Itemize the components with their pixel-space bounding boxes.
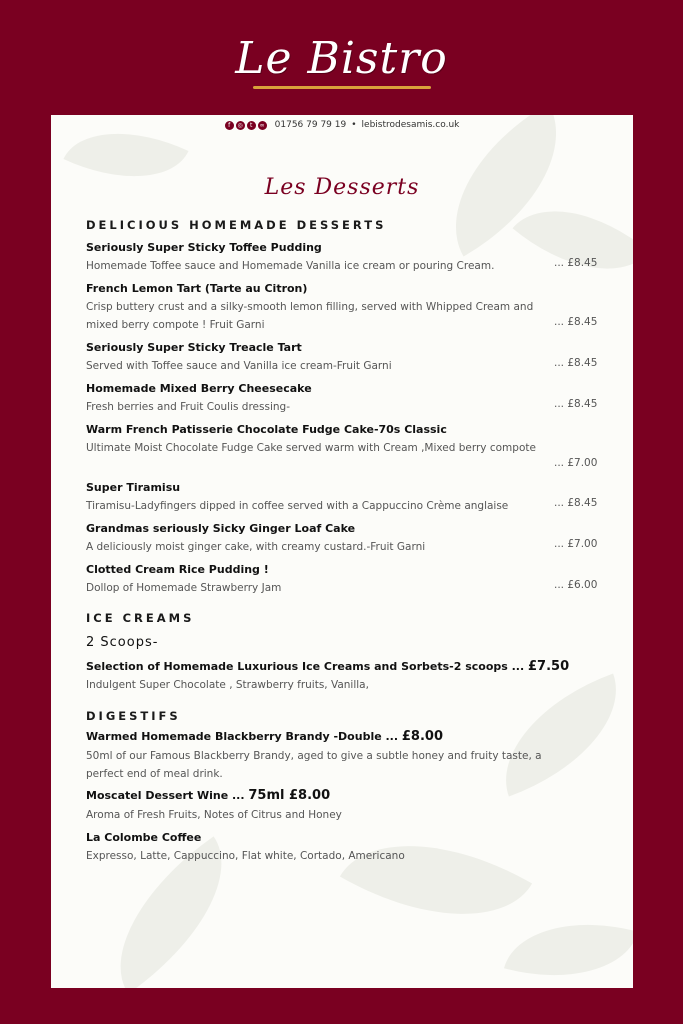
menu-item-price: ... £6.00 bbox=[554, 579, 598, 591]
menu-page bbox=[51, 115, 633, 988]
menu-item-desc: Dollop of Homemade Strawberry Jam bbox=[86, 582, 282, 594]
wine-desc: Aroma of Fresh Fruits, Notes of Citrus and Honey bbox=[86, 809, 342, 821]
coffee-desc: Expresso, Latte, Cappuccino, Flat white, Cortado, Americano bbox=[86, 850, 405, 862]
wine-name: Moscatel Dessert Wine ... bbox=[86, 789, 245, 802]
phone-number[interactable]: 01756 79 79 19 bbox=[274, 120, 347, 130]
menu-item-desc: Ultimate Moist Chocolate Fudge Cake served warm with Cream ,Mixed berry compote bbox=[86, 442, 536, 454]
menu-item-desc: Fresh berries and Fruit Coulis dressing- bbox=[86, 401, 290, 413]
wine-item bbox=[86, 788, 330, 803]
brandy-desc: 50ml of our Famous Blackberry Brandy, aged to give a subtle honey and fruity taste, a perfect end of meal drink. bbox=[86, 750, 542, 780]
ice-cream-name: Selection of Homemade Luxurious Ice Creams and Sorbets-2 scoops ... bbox=[86, 660, 525, 673]
menu-item-price: ... £8.45 bbox=[554, 316, 598, 328]
menu-item-price: ... £8.45 bbox=[554, 398, 598, 410]
menu-item-desc: A deliciously moist ginger cake, with creamy custard.-Fruit Garni bbox=[86, 541, 426, 553]
tripadvisor-icon[interactable]: ∞ bbox=[259, 121, 265, 129]
menu-item-desc: Homemade Toffee sauce and Homemade Vanilla ice cream or pouring Cream. bbox=[86, 260, 495, 272]
menu-item-desc: Served with Toffee sauce and Vanilla ice cream-Fruit Garni bbox=[86, 360, 392, 372]
facebook-icon[interactable]: f bbox=[225, 121, 234, 130]
instagram-icon[interactable]: ◎ bbox=[237, 121, 243, 129]
twitter-icon[interactable]: t bbox=[247, 121, 256, 130]
logo-underline bbox=[253, 86, 431, 89]
menu-item-name: Seriously Super Sticky Toffee Pudding bbox=[86, 241, 322, 254]
menu-item-price: ... £7.00 bbox=[554, 457, 598, 469]
ice-cream-desc: Indulgent Super Chocolate , Strawberry fruits, Vanilla, bbox=[86, 679, 369, 691]
brandy-price: £8.00 bbox=[401, 729, 444, 744]
menu-item-price: ... £8.45 bbox=[554, 497, 598, 509]
menu-item-name: Grandmas seriously Sicky Ginger Loaf Cake bbox=[86, 522, 356, 535]
section-title: Les Desserts bbox=[264, 175, 420, 200]
scoops-subheading: 2 Scoops- bbox=[86, 635, 159, 650]
ice-cream-item bbox=[86, 659, 569, 674]
desserts-heading: DELICIOUS HOMEMADE DESSERTS bbox=[86, 218, 387, 232]
menu-item-desc: Crisp buttery crust and a silky-smooth lemon filling, served with Whipped Cream and mixed berry compote ! Fruit Garni bbox=[86, 301, 534, 331]
menu-item-desc: Tiramisu-Ladyfingers dipped in coffee served with a Cappuccino Crème anglaise bbox=[86, 500, 509, 512]
website-link[interactable]: lebistrodesamis.co.uk bbox=[361, 120, 460, 130]
menu-item-name: Warm French Patisserie Chocolate Fudge Cake-70s Classic bbox=[86, 423, 447, 436]
menu-item-name: French Lemon Tart (Tarte au Citron) bbox=[86, 282, 308, 295]
menu-item-price: ... £8.45 bbox=[554, 357, 598, 369]
logo bbox=[0, 34, 683, 96]
menu-item-name: Clotted Cream Rice Pudding ! bbox=[86, 563, 269, 576]
menu-item-name: Seriously Super Sticky Treacle Tart bbox=[86, 341, 302, 354]
menu-item-price: ... £8.45 bbox=[554, 257, 598, 269]
social-icons bbox=[225, 121, 267, 130]
menu-item-price: ... £7.00 bbox=[554, 538, 598, 550]
contact-separator: • bbox=[351, 120, 357, 130]
ice-creams-heading: ICE CREAMS bbox=[86, 611, 195, 625]
contact-bar bbox=[51, 120, 633, 130]
ice-cream-price: £7.50 bbox=[528, 659, 570, 674]
coffee-name: La Colombe Coffee bbox=[86, 831, 202, 844]
menu-item-name: Super Tiramisu bbox=[86, 481, 181, 494]
wine-price: 75ml £8.00 bbox=[248, 788, 331, 803]
brandy-item bbox=[86, 729, 443, 744]
brandy-name: Warmed Homemade Blackberry Brandy -Double ... bbox=[86, 730, 399, 743]
digestifs-heading: DIGESTIFS bbox=[86, 709, 181, 723]
logo-text: Le Bistro bbox=[235, 33, 448, 84]
menu-item-name: Homemade Mixed Berry Cheesecake bbox=[86, 382, 312, 395]
